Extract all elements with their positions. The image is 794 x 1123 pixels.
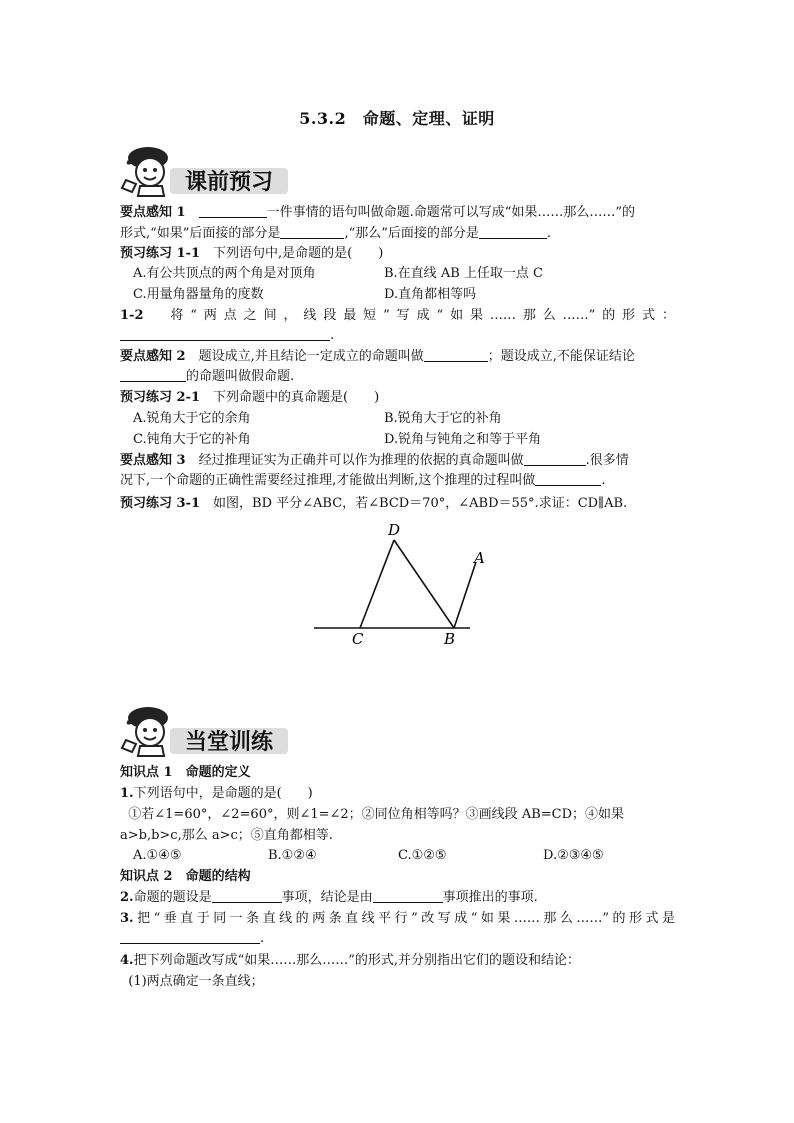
answer-blank[interactable] <box>280 224 344 239</box>
answer-blank[interactable] <box>424 347 488 362</box>
option-a: A.①④⑤ <box>133 848 182 863</box>
ray-ba <box>454 562 476 628</box>
cartoon-boy-icon <box>122 147 168 196</box>
answer-blank[interactable] <box>373 888 443 903</box>
point-label-b: B <box>444 630 456 648</box>
class-training-banner <box>118 700 293 758</box>
question-1-line-1: ①若∠1=60°，∠2=60°，则∠1=∠2；②同位角相等吗？③画线段 AB=CD；④如果 <box>128 807 625 822</box>
question-1-line-2: a>b,b>c,那么 a>c；⑤直角都相等. <box>120 828 333 843</box>
option-b: B.在直线 AB 上任取一点 C <box>384 266 543 281</box>
option-a: A.有公共顶点的两个角是对顶角 <box>133 266 316 281</box>
segment-cd <box>360 540 394 628</box>
question-2: 2.命题的题设是 事项，结论是由 事项推出的事项. <box>120 890 538 905</box>
question-1: 1.下列语句中，是命题的是( ) <box>120 786 313 801</box>
option-b: B.锐角大于它的补角 <box>384 411 502 426</box>
answer-blank[interactable] <box>212 888 282 903</box>
answer-blank[interactable] <box>120 367 186 382</box>
geometry-figure <box>300 515 510 650</box>
answer-blank[interactable] <box>120 326 330 341</box>
preview-exercise-3-1: 预习练习 3-1 如图，BD 平分∠ABC，若∠BCD＝70°，∠ABD＝55°.求证：CD∥AB. <box>120 496 628 511</box>
option-d: D.直角都相等吗 <box>384 287 477 302</box>
question-3-answer: . <box>120 929 675 949</box>
option-a: A.锐角大于它的余角 <box>133 411 251 426</box>
preview-banner <box>118 140 293 198</box>
option-d: D.锐角与钝角之和等于平角 <box>384 432 542 447</box>
key-point-3-line-2: 况下,一个命题的正确性需要经过推理,才能做出判断,这个推理的过程叫做 . <box>120 473 606 488</box>
key-point-3-line-1: 要点感知 3 经过推理证实为正确并可以作为推理的依据的真命题叫做 .很多情 <box>120 453 629 468</box>
key-point-1-line-1: 要点感知 1 一件事情的语句叫做命题.命题常可以写成“如果……那么……”的 <box>120 205 636 220</box>
answer-blank[interactable] <box>524 451 586 466</box>
answer-blank[interactable] <box>479 224 547 239</box>
preview-exercise-1-1: 预习练习 1-1 下列语句中,是命题的是( ) <box>120 246 384 261</box>
question-4: 4.把下列命题改写成“如果……那么……”的形式,并分别指出它们的题设和结论： <box>120 953 581 968</box>
page-title: 5.3.2 命题、定理、证明 <box>299 109 495 128</box>
question-3: 3.把“垂直于同一条直线的两条直线平行”改写成“如果……那么……”的形式是 <box>120 911 675 926</box>
segment-db <box>394 540 454 628</box>
knowledge-point-1: 知识点 1 命题的定义 <box>120 765 251 780</box>
preview-exercise-1-2: 1-2 将“两点之间，线段最短”写成“如果……那么……”的形式： <box>120 308 675 323</box>
answer-blank[interactable] <box>199 203 267 218</box>
class-training-banner-text: 当堂训练 <box>184 729 274 755</box>
answer-blank[interactable] <box>535 471 601 486</box>
preview-banner-text: 课前预习 <box>184 169 274 195</box>
key-point-2-line-1: 要点感知 2 题设成立,并且结论一定成立的命题叫做 ；题设成立,不能保证结论 <box>120 349 635 364</box>
point-label-a: A <box>474 549 485 567</box>
answer-blank[interactable] <box>120 929 260 944</box>
key-point-2-line-2: 的命题叫做假命题. <box>120 367 675 387</box>
cartoon-boy-icon <box>122 707 168 756</box>
knowledge-point-2: 知识点 2 命题的结构 <box>120 869 251 884</box>
preview-exercise-1-2-answer: . <box>120 326 675 346</box>
point-label-c: C <box>352 630 364 648</box>
key-point-1-line-2: 形式,“如果”后面接的部分是 ,“那么”后面接的部分是 . <box>120 226 552 241</box>
option-c: C.钝角大于它的补角 <box>133 432 251 447</box>
option-d: D.②③④⑤ <box>543 848 604 863</box>
point-label-d: D <box>388 521 401 539</box>
option-c: C.用量角器量角的度数 <box>133 287 264 302</box>
preview-exercise-2-1: 预习练习 2-1 下列命题中的真命题是( ) <box>120 390 380 405</box>
option-c: C.①②⑤ <box>398 848 447 863</box>
option-b: B.①②④ <box>268 848 317 863</box>
question-4-item-1: (1)两点确定一条直线； <box>128 974 264 989</box>
